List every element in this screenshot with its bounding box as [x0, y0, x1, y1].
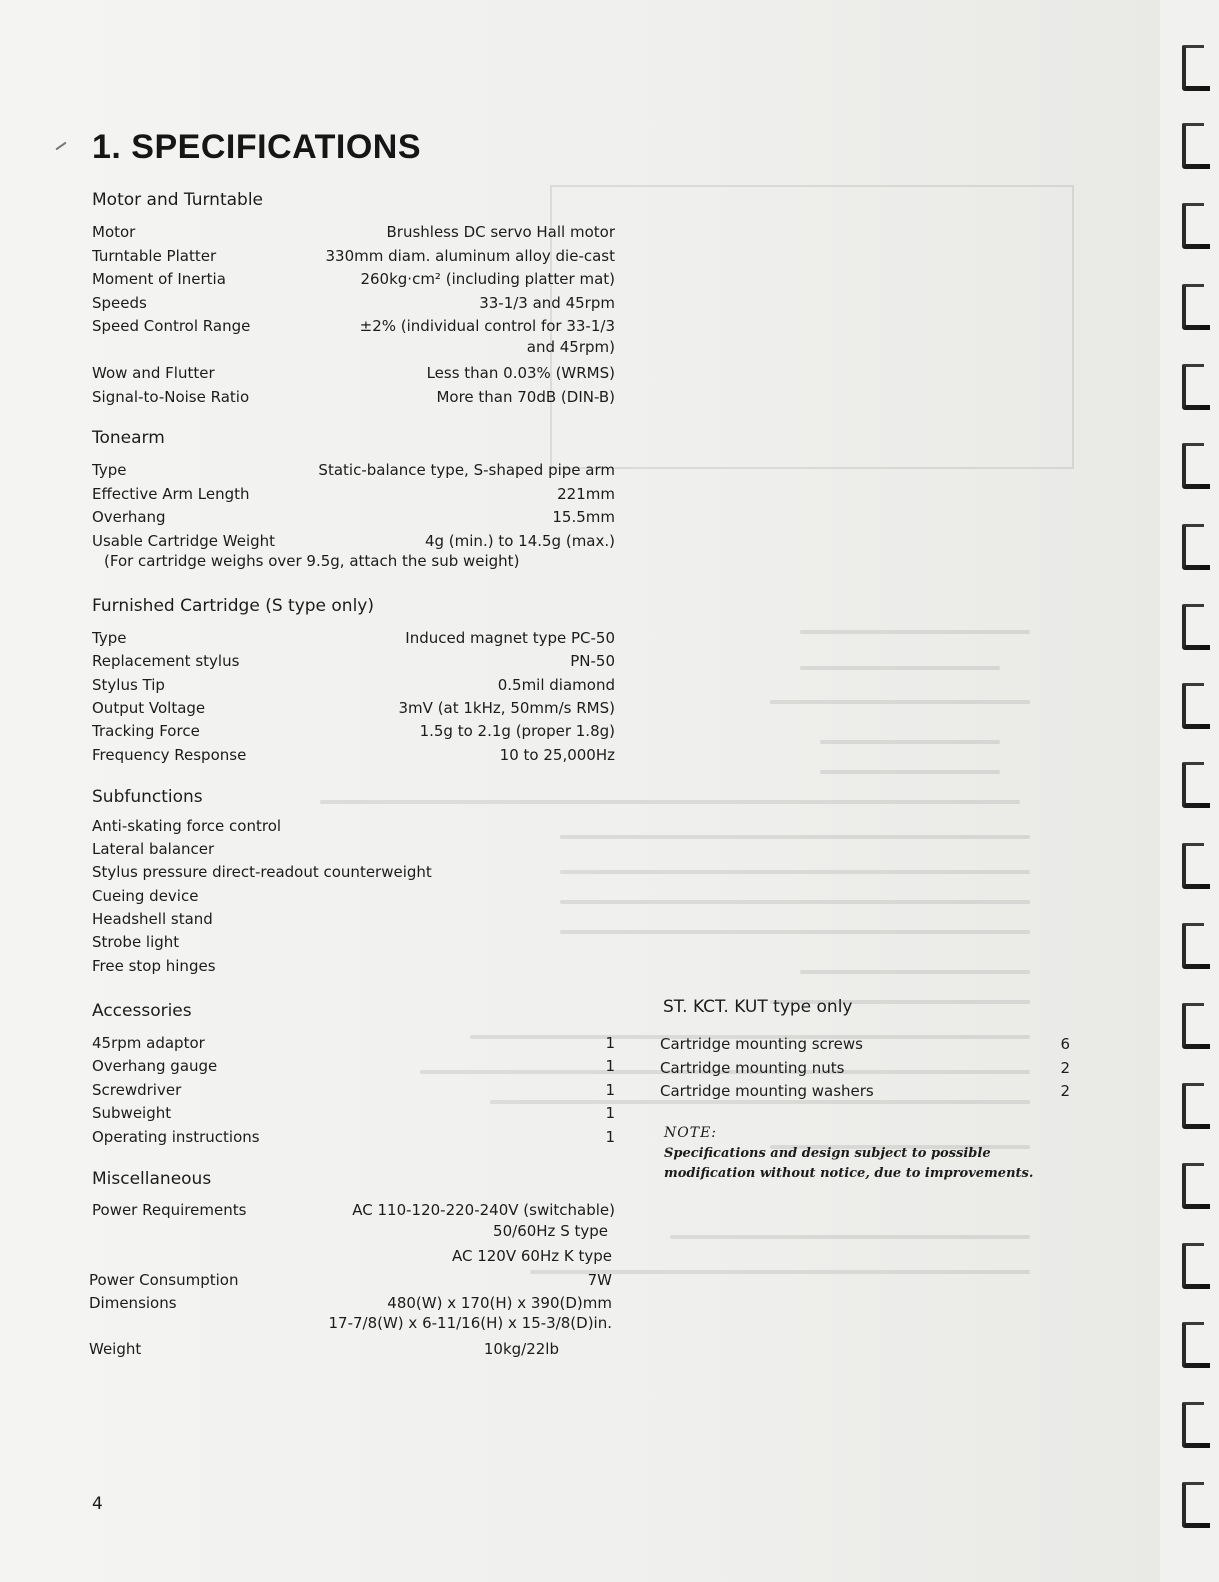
- spec-label: Replacement stylus: [92, 652, 240, 670]
- subfunction-item: Free stop hinges: [92, 957, 216, 975]
- spec-value: 1: [605, 1128, 615, 1146]
- spec-row: [92, 1124, 615, 1147]
- spec-label: Overhang gauge: [92, 1057, 218, 1075]
- spec-row: [92, 718, 615, 741]
- spec-value: ±2% (individual control for 33-1/3: [359, 317, 615, 335]
- spec-value-continued: and 45rpm): [526, 338, 615, 356]
- spec-label: Turntable Platter: [92, 247, 217, 265]
- spec-value-continued: 50/60Hz S type: [493, 1222, 608, 1240]
- spec-value: AC 110-120-220-240V (switchable): [352, 1201, 615, 1219]
- spec-value: 2: [1060, 1082, 1070, 1100]
- spec-label: Usable Cartridge Weight: [92, 532, 276, 550]
- spec-label: Power Consumption: [89, 1271, 239, 1289]
- section-heading-tonearm: Tonearm: [92, 428, 165, 448]
- spec-label: Cartridge mounting screws: [660, 1035, 863, 1053]
- spec-row: [92, 504, 615, 527]
- spec-value: 480(W) x 170(H) x 390(D)mm: [387, 1294, 612, 1312]
- subfunction-item: Stylus pressure direct-readout counterweight: [92, 863, 432, 881]
- spec-label: Signal-to-Noise Ratio: [92, 388, 250, 406]
- spec-row: [92, 1197, 615, 1220]
- spec-row: [92, 481, 615, 504]
- spec-label: Wow and Flutter: [92, 364, 215, 382]
- spec-row: [92, 1030, 615, 1053]
- subfunction-item: Headshell stand: [92, 910, 213, 928]
- spec-value-continued: 17-7/8(W) x 6-11/16(H) x 15-3/8(D)in.: [328, 1314, 612, 1332]
- spec-label: Speeds: [92, 294, 147, 312]
- spec-row: [92, 266, 615, 289]
- spec-row: [92, 457, 615, 480]
- spec-row: [92, 742, 615, 765]
- spec-label: Type: [92, 461, 127, 479]
- spec-row: [660, 1078, 1070, 1101]
- spec-value: 1: [605, 1034, 615, 1052]
- note-heading: NOTE:: [664, 1125, 718, 1141]
- spec-row: [89, 1267, 612, 1290]
- spec-row: [660, 1055, 1070, 1078]
- spec-label: Dimensions: [89, 1294, 177, 1312]
- spec-label: 45rpm adaptor: [92, 1034, 205, 1052]
- subfunction-item: Cueing device: [92, 887, 199, 905]
- spiral-binding: [1168, 0, 1219, 1582]
- spec-value: More than 70dB (DIN-B): [436, 388, 615, 406]
- spec-row: [92, 360, 615, 383]
- spec-label: Subweight: [92, 1104, 172, 1122]
- spec-value: 6: [1060, 1035, 1070, 1053]
- spec-value: 2: [1060, 1059, 1070, 1077]
- spec-row: [89, 1336, 559, 1359]
- spec-label: Power Requirements: [92, 1201, 247, 1219]
- spec-row: [92, 1077, 615, 1100]
- spec-row: [92, 290, 615, 313]
- spec-row: [92, 672, 615, 695]
- spec-row: [92, 695, 615, 718]
- spec-label: Effective Arm Length: [92, 485, 250, 503]
- spec-value-continued: AC 120V 60Hz K type: [451, 1247, 612, 1265]
- spec-value: Static-balance type, S-shaped pipe arm: [318, 461, 615, 479]
- spec-value: 260kg·cm² (including platter mat): [360, 270, 615, 288]
- subfunction-item: Lateral balancer: [92, 840, 215, 858]
- spec-label: Stylus Tip: [92, 676, 165, 694]
- spec-label: Frequency Response: [92, 746, 247, 764]
- spec-row: [92, 625, 615, 648]
- tonearm-note: (For cartridge weighs over 9.5g, attach the sub weight): [104, 552, 520, 570]
- spec-value: 221mm: [557, 485, 615, 503]
- spec-value: 1: [605, 1081, 615, 1099]
- spec-value: 1: [605, 1104, 615, 1122]
- spec-value: 4g (min.) to 14.5g (max.): [424, 532, 615, 550]
- spec-value: 15.5mm: [552, 508, 615, 526]
- section-heading-cartridge: Furnished Cartridge (S type only): [92, 596, 374, 616]
- spec-label: Type: [92, 629, 127, 647]
- spec-label: Motor: [92, 223, 136, 241]
- spec-value: 7W: [587, 1271, 612, 1289]
- spec-row: [660, 1031, 1070, 1054]
- page-title: 1. SPECIFICATIONS: [92, 128, 422, 166]
- spec-label: Weight: [89, 1340, 142, 1358]
- section-heading-miscellaneous: Miscellaneous: [92, 1169, 212, 1189]
- spec-label: Overhang: [92, 508, 166, 526]
- subfunction-item: Strobe light: [92, 933, 180, 951]
- spec-label: Screwdriver: [92, 1081, 182, 1099]
- subfunction-item: Anti-skating force control: [92, 817, 282, 835]
- spec-value: 10kg/22lb: [483, 1340, 559, 1358]
- spec-row: [92, 648, 615, 671]
- spec-value: Less than 0.03% (WRMS): [426, 364, 615, 382]
- spec-label: Moment of Inertia: [92, 270, 226, 288]
- spec-label: Operating instructions: [92, 1128, 260, 1146]
- spec-label: Cartridge mounting nuts: [660, 1059, 845, 1077]
- note-text: Specifications and design subject to possible modification without notice, due to improvements.: [664, 1146, 1034, 1181]
- spec-row: [89, 1290, 612, 1313]
- spec-value: 1.5g to 2.1g (proper 1.8g): [419, 722, 615, 740]
- spec-row: [92, 1100, 615, 1123]
- spec-value: 330mm diam. aluminum alloy die-cast: [325, 247, 615, 265]
- spec-value: Brushless DC servo Hall motor: [386, 223, 615, 241]
- spec-value: 1: [605, 1057, 615, 1075]
- section-heading-motor: Motor and Turntable: [92, 190, 264, 210]
- section-heading-st-kct-kut: ST. KCT. KUT type only: [663, 997, 853, 1017]
- spec-row: [92, 219, 615, 242]
- spec-label: Speed Control Range: [92, 317, 251, 335]
- spec-value: Induced magnet type PC-50: [405, 629, 615, 647]
- spec-label: Cartridge mounting washers: [660, 1082, 874, 1100]
- spec-row: [92, 243, 615, 266]
- section-heading-subfunctions: Subfunctions: [92, 787, 203, 807]
- spec-value: 0.5mil diamond: [497, 676, 615, 694]
- section-heading-accessories: Accessories: [92, 1001, 192, 1021]
- spec-value: PN-50: [570, 652, 615, 670]
- spec-label: Output Voltage: [92, 699, 206, 717]
- spec-row: [92, 384, 615, 407]
- page-number: 4: [92, 1494, 103, 1514]
- spec-value: 3mV (at 1kHz, 50mm/s RMS): [398, 699, 615, 717]
- spec-row: [92, 1053, 615, 1076]
- spec-label: Tracking Force: [92, 722, 200, 740]
- spec-row: [92, 528, 615, 551]
- spec-value: 10 to 25,000Hz: [499, 746, 615, 764]
- spec-row: [92, 313, 615, 336]
- pencil-mark: [56, 142, 67, 151]
- spec-value: 33-1/3 and 45rpm: [479, 294, 615, 312]
